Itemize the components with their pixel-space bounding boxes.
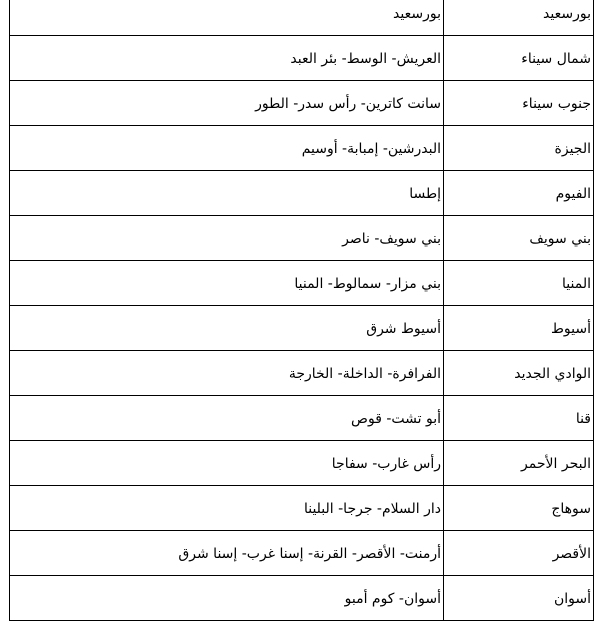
governorate-name: شمال سيناء <box>521 51 591 67</box>
governorate-cell <box>444 171 594 216</box>
centers-list: الفرافرة- الداخلة- الخارجة <box>288 366 441 382</box>
centers-cell <box>10 486 444 531</box>
centers-cell <box>10 126 444 171</box>
table-row <box>10 486 594 531</box>
centers-list: أرمنت- الأقصر- القرنة- إسنا غرب- إسنا شرق <box>178 546 441 562</box>
governorate-cell <box>444 486 594 531</box>
centers-cell <box>10 396 444 441</box>
centers-cell <box>10 171 444 216</box>
governorate-cell <box>444 351 594 396</box>
governorate-name: الفيوم <box>555 186 591 202</box>
centers-cell <box>10 306 444 351</box>
table-row <box>10 261 594 306</box>
centers-list: البدرشين- إمبابة- أوسيم <box>301 141 441 157</box>
governorates-table <box>9 0 594 621</box>
governorate-name: الأقصر <box>552 546 591 562</box>
governorate-cell <box>444 216 594 261</box>
table-row <box>10 441 594 486</box>
table-row <box>10 216 594 261</box>
governorate-cell <box>444 36 594 81</box>
centers-cell <box>10 441 444 486</box>
table-row <box>10 0 594 36</box>
centers-list: بورسعيد <box>393 6 441 22</box>
centers-cell <box>10 576 444 621</box>
governorate-name: الوادي الجديد <box>514 366 591 382</box>
governorate-cell <box>444 576 594 621</box>
governorate-name: الجيزة <box>554 141 591 157</box>
table-row <box>10 306 594 351</box>
centers-list: العريش- الوسط- بئر العبد <box>290 51 441 67</box>
centers-cell <box>10 0 444 36</box>
governorate-name: أسوان <box>553 591 591 607</box>
centers-list: بني سويف- ناصر <box>342 231 441 247</box>
centers-list: أسوان- كوم أمبو <box>344 591 441 607</box>
governorate-name: بورسعيد <box>543 6 591 22</box>
governorate-name: قنا <box>575 411 591 427</box>
governorate-name: جنوب سيناء <box>522 96 591 112</box>
table-row <box>10 576 594 621</box>
governorate-cell <box>444 531 594 576</box>
table-row <box>10 81 594 126</box>
centers-cell <box>10 81 444 126</box>
centers-cell <box>10 531 444 576</box>
centers-list: سانت كاترين- رأس سدر- الطور <box>255 96 441 112</box>
centers-cell <box>10 351 444 396</box>
governorate-name: بني سويف <box>529 231 591 247</box>
governorate-cell <box>444 0 594 36</box>
governorate-cell <box>444 306 594 351</box>
table-row <box>10 351 594 396</box>
centers-list: أسيوط شرق <box>366 321 441 337</box>
table-row <box>10 126 594 171</box>
governorate-name: المنيا <box>562 276 591 292</box>
centers-list: رأس غارب- سفاجا <box>331 456 441 472</box>
centers-cell <box>10 36 444 81</box>
governorate-name: أسيوط <box>550 321 591 337</box>
centers-list: إطسا <box>409 186 441 202</box>
governorate-name: سوهاج <box>551 501 591 517</box>
centers-cell <box>10 261 444 306</box>
governorate-cell <box>444 261 594 306</box>
table-row <box>10 36 594 81</box>
governorate-cell <box>444 396 594 441</box>
centers-cell <box>10 216 444 261</box>
centers-list: أبو تشت- قوص <box>351 411 441 427</box>
governorate-cell <box>444 126 594 171</box>
centers-list: بني مزار- سمالوط- المنيا <box>294 276 441 292</box>
table-row <box>10 531 594 576</box>
governorate-cell <box>444 81 594 126</box>
table-row <box>10 396 594 441</box>
centers-list: دار السلام- جرجا- البلينا <box>303 501 441 517</box>
governorate-name: البحر الأحمر <box>521 456 591 472</box>
table-body <box>10 0 594 621</box>
table-row <box>10 171 594 216</box>
governorate-cell <box>444 441 594 486</box>
